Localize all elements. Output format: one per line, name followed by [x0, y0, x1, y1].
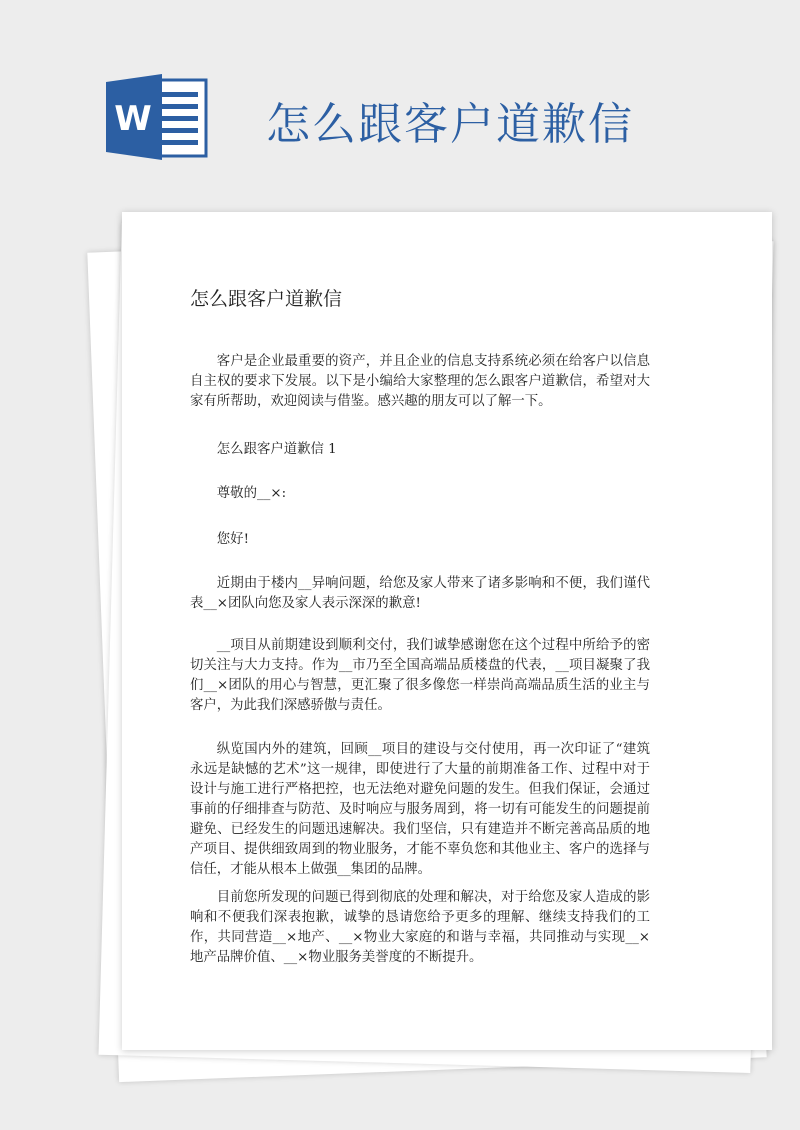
- greeting: 您好!: [216, 532, 249, 547]
- body-paragraph-2: __项目从前期建设到顺利交付，我们诚挚感谢您在这个过程中所给予的密切关注与大力支持。作为__市乃至全国高端品质楼盘的代表，__项目凝聚了我们__×团队的用心与智慧，更汇聚了很多像您一样崇尚高端品质生活的业主与客户，为此我们深感骄傲与责任。: [190, 638, 650, 713]
- document-title: 怎么跟客户道歉信: [190, 288, 343, 310]
- intro-paragraph: 客户是企业最重要的资产，并且企业的信息支持系统必须在给客户以信息自主权的要求下发展。以下是小编给大家整理的怎么跟客户道歉信，希望对大家有所帮助，欢迎阅读与借鉴。感兴趣的朋友可以了解一下。: [190, 354, 650, 409]
- body-paragraph-3: 纵览国内外的建筑，回顾__项目的建设与交付使用，再一次印证了“建筑永远是缺憾的艺术”这一规律，即使进行了大量的前期准备工作、过程中对于设计与施工进行严格把控，也无法绝对避免问题的发生。但我们保证，会通过事前的仔细排查与防范、及时响应与服务周到，将一切有可能发生的问题提前避免、已经发生的问题迅速解决。我们坚信，只有建造并不断完善高品质的地产项目、提供细致周到的物业服务，才能不辜负您和其他业主、客户的选择与信任，才能从根本上做强__集团的品牌。: [190, 742, 650, 877]
- body-paragraph-1: 近期由于楼内__异响问题，给您及家人带来了诸多影响和不便，我们谨代表__×团队向您及家人表示深深的歉意!: [190, 576, 650, 611]
- page-header: [0, 0, 800, 200]
- word-icon-letter: W: [114, 99, 152, 139]
- salutation: 尊敬的__×:: [216, 486, 287, 501]
- body-paragraph-4: 目前您所发现的问题已得到彻底的处理和解决，对于给您及家人造成的影响和不便我们深表抱歉，诚挚的恳请您给予更多的理解、继续支持我们的工作，共同营造__×地产、__×物业大家庭的和谐与幸福，共同推动与实现__×地产品牌价值、__×物业服务美誉度的不断提升。: [190, 890, 650, 965]
- header-title: 怎么跟客户道歉信: [266, 99, 634, 150]
- letter-heading: 怎么跟客户道歉信 1: [216, 442, 337, 457]
- word-document-icon: [104, 74, 210, 160]
